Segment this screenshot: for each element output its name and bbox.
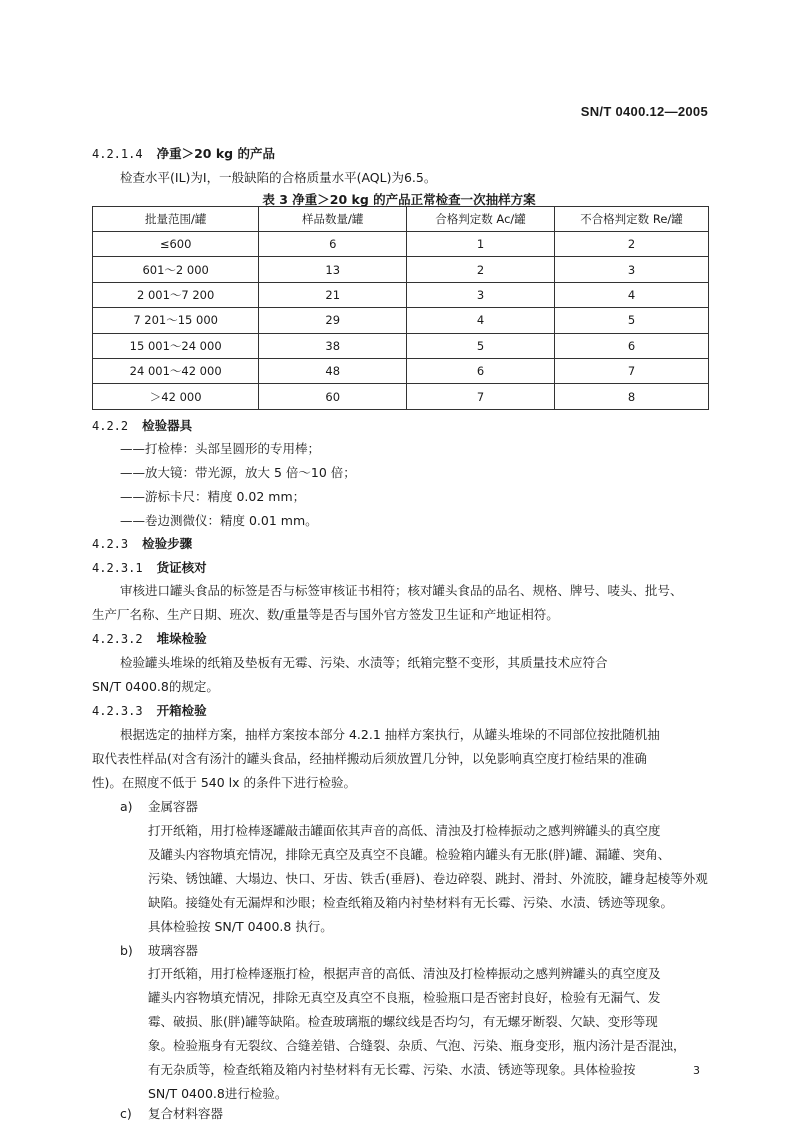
tool-item: ——放大镜：带光源，放大 5 倍～10 倍；	[120, 465, 356, 480]
list-title: 复合材料容器	[148, 1106, 224, 1121]
table-cell: 7	[407, 384, 555, 409]
table-cell: 3	[554, 257, 708, 282]
sampling-plan-table	[92, 206, 709, 410]
table-cell: 3	[407, 282, 555, 307]
paragraph-line: 霉、破损、胀(胖)罐等缺陷。检查玻璃瓶的螺纹线是否均匀，有无螺牙断裂、欠缺、变形等现	[148, 1014, 658, 1029]
list-item-heading	[120, 943, 198, 959]
section-title: 检验器具	[142, 418, 193, 433]
paragraph-line: SN/T 0400.8进行检验。	[148, 1086, 288, 1101]
table-row	[93, 308, 709, 333]
page-number: 3	[693, 1064, 700, 1077]
list-item-heading	[120, 799, 198, 815]
table-cell: 15 001～24 000	[93, 333, 259, 358]
section-title: 货证核对	[156, 560, 207, 575]
table-cell: 48	[259, 358, 407, 383]
paragraph-line: 检验罐头堆垛的纸箱及垫板有无霉、污染、水渍等；纸箱完整不变形，其质量技术应符合	[120, 655, 608, 670]
table-cell: 38	[259, 333, 407, 358]
list-item-heading	[120, 1106, 223, 1122]
list-title: 玻璃容器	[148, 943, 199, 958]
table-row	[93, 232, 709, 257]
section-number: 4.2.3.1	[92, 561, 143, 575]
table-row	[93, 358, 709, 383]
table-row	[93, 257, 709, 282]
table-cell: 7	[554, 358, 708, 383]
paragraph-line: 象。检验瓶身有无裂纹、合缝差错、合缝裂、杂质、气泡、污染、瓶身变形，瓶内汤汁是否混浊，	[148, 1038, 686, 1053]
paragraph-line: 缺陷。接缝处有无漏焊和沙眼；检查纸箱及箱内衬垫材料有无长霉、污染、水渍、锈迹等现象。	[148, 895, 674, 910]
section-number: 4.2.3.2	[92, 632, 143, 646]
table-title: 表 3 净重＞20 kg 的产品正常检查一次抽样方案	[262, 192, 536, 207]
table-cell: 13	[259, 257, 407, 282]
table-cell: 2	[554, 232, 708, 257]
column-header: 不合格判定数 Re/罐	[554, 207, 708, 232]
table-cell: 24 001～42 000	[93, 358, 259, 383]
section-heading-4-2-1-4	[92, 146, 275, 162]
list-label: c)	[120, 1106, 132, 1121]
list-title: 金属容器	[148, 799, 199, 814]
table-cell: ＞42 000	[93, 384, 259, 409]
table-cell: ≤600	[93, 232, 259, 257]
section-heading-4-2-3	[92, 536, 192, 552]
paragraph-line: 及罐头内容物填充情况，排除无真空及真空不良罐。检验箱内罐头有无胀(胖)罐、漏罐、突角、	[148, 847, 671, 862]
table-cell: 6	[259, 232, 407, 257]
table-cell: 2 001～7 200	[93, 282, 259, 307]
table-cell: 1	[407, 232, 555, 257]
table-cell: 60	[259, 384, 407, 409]
paragraph-line: 污染、锈蚀罐、大塌边、快口、牙齿、铁舌(垂唇)、卷边碎裂、跳封、滑封、外流胶，罐身起棱等外观	[148, 871, 708, 886]
paragraph-line: 性)。在照度不低于 540 lx 的条件下进行检验。	[92, 775, 357, 790]
table-cell: 4	[407, 308, 555, 333]
tool-item: ——打检棒：头部呈圆形的专用棒；	[120, 441, 321, 456]
section-number: 4.2.2	[92, 419, 129, 433]
column-header: 样品数量/罐	[259, 207, 407, 232]
section-heading-4-2-3-3	[92, 703, 207, 719]
section-title: 开箱检验	[156, 703, 207, 718]
table-cell: 21	[259, 282, 407, 307]
list-label: b)	[120, 943, 133, 958]
table-row	[93, 333, 709, 358]
paragraph-line: 具体检验按 SN/T 0400.8 执行。	[148, 919, 333, 934]
table-cell: 5	[554, 308, 708, 333]
list-label: a)	[120, 799, 133, 814]
paragraph-line: 罐头内容物填充情况，排除无真空及真空不良瓶，检验瓶口是否密封良好，检验有无漏气、发	[148, 990, 661, 1005]
section-number: 4.2.1.4	[92, 147, 143, 161]
table-cell: 6	[554, 333, 708, 358]
paragraph-line: SN/T 0400.8的规定。	[92, 679, 219, 694]
column-header: 批量范围/罐	[93, 207, 259, 232]
section-number: 4.2.3.3	[92, 704, 143, 718]
paragraph-line: 有无杂质等，检查纸箱及箱内衬垫材料有无长霉、污染、水渍、锈迹等现象。具体检验按	[148, 1062, 636, 1077]
paragraph-inspection-level: 检查水平(IL)为Ⅰ，一般缺陷的合格质量水平(AQL)为6.5。	[120, 170, 437, 185]
table-header-row	[93, 207, 709, 232]
table-cell: 601～2 000	[93, 257, 259, 282]
section-number: 4.2.3	[92, 537, 129, 551]
table-row	[93, 282, 709, 307]
section-heading-4-2-3-1	[92, 560, 207, 576]
section-title: 堆垛检验	[156, 631, 207, 646]
paragraph-line: 生产厂名称、生产日期、班次、数/重量等是否与国外官方签发卫生证和产地证相符。	[92, 607, 559, 622]
paragraph-line: 根据选定的抽样方案，抽样方案按本部分 4.2.1 抽样方案执行，从罐头堆垛的不同部位按批随机抽	[120, 727, 660, 742]
table-cell: 29	[259, 308, 407, 333]
table-cell: 8	[554, 384, 708, 409]
table-cell: 4	[554, 282, 708, 307]
paragraph-line: 打开纸箱，用打检棒逐瓶打检，根据声音的高低、清浊及打检棒振动之感判辨罐头的真空度及	[148, 966, 661, 981]
section-title: 净重＞20 kg 的产品	[156, 146, 275, 161]
table-cell: 2	[407, 257, 555, 282]
section-heading-4-2-2	[92, 418, 192, 434]
table-cell: 5	[407, 333, 555, 358]
table-cell: 7 201～15 000	[93, 308, 259, 333]
table-cell: 6	[407, 358, 555, 383]
paragraph-line: 取代表性样品(对含有汤汁的罐头食品，经抽样搬动后须放置几分钟，以免影响真空度打检结果的准确	[92, 751, 647, 766]
paragraph-line: 审核进口罐头食品的标签是否与标签审核证书相符；核对罐头食品的品名、规格、牌号、唛头、批号、	[120, 583, 683, 598]
section-title: 检验步骤	[142, 536, 193, 551]
document-code: SN/T 0400.12—2005	[580, 104, 708, 119]
tool-item: ——卷边测微仪：精度 0.01 mm。	[120, 513, 318, 528]
column-header: 合格判定数 Ac/罐	[407, 207, 555, 232]
table-row	[93, 384, 709, 409]
paragraph-line: 打开纸箱，用打检棒逐罐敲击罐面依其声音的高低、清浊及打检棒振动之感判辨罐头的真空度	[148, 823, 661, 838]
tool-item: ——游标卡尺：精度 0.02 mm；	[120, 489, 306, 504]
section-heading-4-2-3-2	[92, 631, 207, 647]
